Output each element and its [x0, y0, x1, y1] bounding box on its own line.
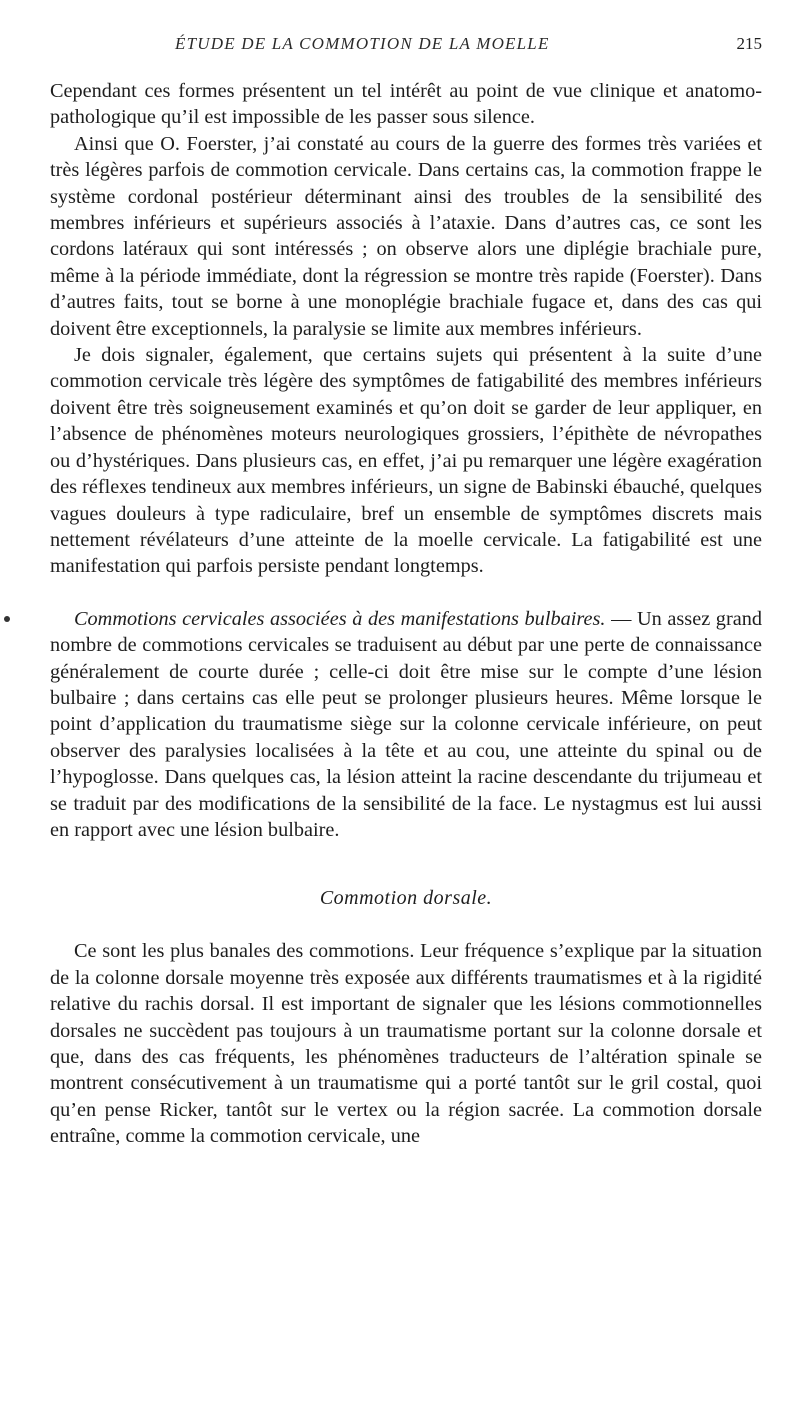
section-heading: Commotion dorsale. — [319, 887, 493, 910]
paragraph: Ainsi que O. Foerster, j’ai constaté au cours de la guerre des formes très variées et très légères parfois de commotion cervicale. Dans certains cas, la commotion frappe le système cordonal postérieur déterminant ainsi des troubles de la sensibilité des membres inférieurs et supérieurs associés à l’ataxie. Dans d’autres cas, ce sont les cordons latéraux qui sont intéressés ; on observe alors une diplégie brachiale pure, même à la période immédiate, dont la régression se montre très rapide (Foerster). Dans d’autres faits, tout se borne à une monoplégie brachiale fugace et, dans des cas qui doivent être exceptionnels, la paralysie se limite aux membres inférieurs. — [50, 132, 762, 340]
paragraph: Je dois signaler, également, que certains sujets qui présentent à la suite d’une commotion cervicale très légère des symptômes de fatigabilité des membres inférieurs doivent être très soigneusement examinés et qu’on doit se garder de leur appliquer, en l’absence de phénomènes moteurs neurologiques grossiers, l’épithète de névropathes ou d’hystériques. Dans plusieurs cas, en effet, j’ai pu remarquer une légère exagération des réflexes tendineux aux membres inférieurs, un signe de Babinski ébauché, quelques vagues douleurs à type radiculaire, bref un ensemble de symptômes discrets mais nettement révélateurs d’une atteinte de la moelle cervicale. La fatigabilité est une manifestation qui parfois persiste pendant longtemps. — [50, 344, 762, 578]
page — [50, 34, 762, 1150]
page-number: 215 — [736, 34, 762, 53]
bulbar-text: — Un assez grand nombre de commotions cervicales se traduisent au début par une perte de connaissance généralement de courte durée ; celle-ci doit être mise sur le compte d’une lésion bulbaire ; dans certains cas elle peut se prolonger plusieurs heures. Même lorsque le point d’application du traumatisme siège sur la colonne cervicale inférieure, on peut observer des paralysies localisées à la tête et au cou, une atteinte du spinal ou de l’hypoglosse. Dans quelques cas, la lésion atteint la racine descendante du trijumeau et se traduit par des modifications de la sensibilité de la face. Le nystagmus est lui aussi en rapport avec une lésion bulbaire. — [50, 607, 762, 841]
paragraph: Cependant ces formes présentent un tel intérêt au point de vue clinique et anatomo-pathologique qu’il est impossible de les passer sous silence. — [50, 80, 762, 129]
running-title: ÉTUDE DE LA COMMOTION DE LA MOELLE — [175, 34, 550, 53]
running-header — [50, 34, 762, 78]
bulbar-paragraph — [50, 606, 762, 844]
dorsal-paragraph: Ce sont les plus banales des commotions. Leur fréquence s’explique par la situation de la colonne dorsale moyenne très exposée aux différents traumatismes et à la rigidité relative du rachis dorsal. Il est important de signaler que les lésions commotionnelles dorsales ne succèdent pas toujours à un traumatisme portant sur la colonne dorsale et que, dans des cas fréquents, les phénomènes traducteurs de l’altération spinale se montrent consécutivement à un traumatisme qui a porté tantôt sur le gril costal, quoi qu’en pense Ricker, tantôt sur le vertex ou la région sacrée. La commotion dorsale entraîne, comme la commotion cervicale, une — [50, 940, 762, 1148]
bulbar-lead: Commotions cervicales associées à des manifestations bulbaires. — [74, 607, 606, 630]
body-text — [50, 78, 762, 1150]
bullet-dot — [4, 616, 10, 622]
